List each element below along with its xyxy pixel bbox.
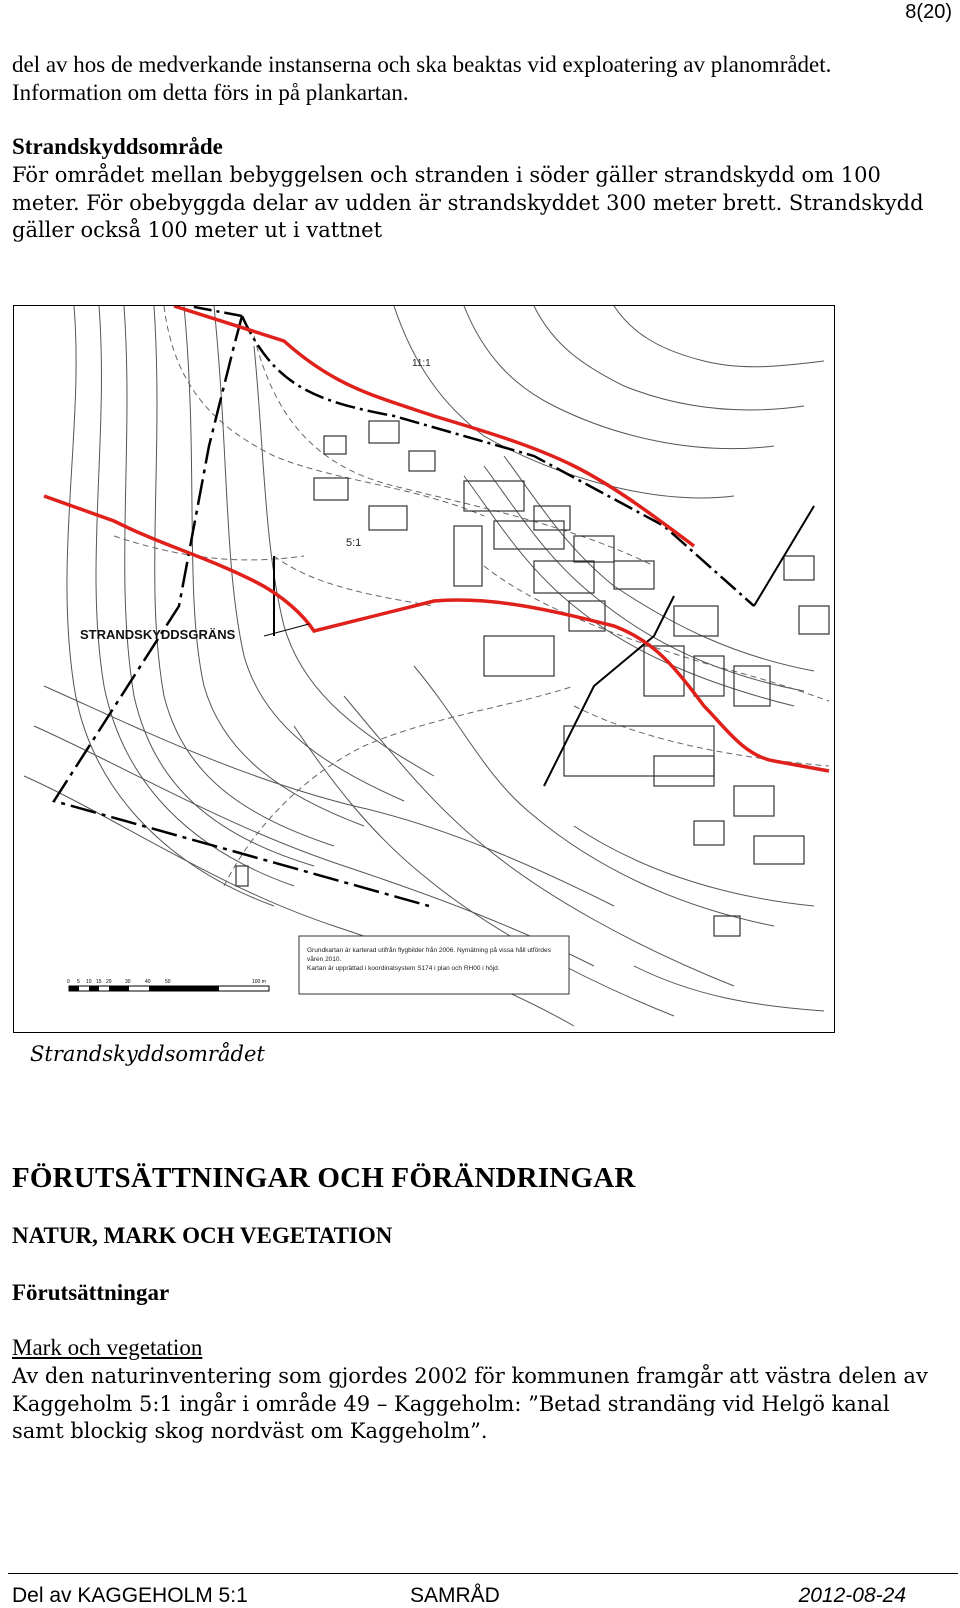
parcel-label-11-1: 11:1 [412, 358, 431, 369]
scale-tick-8: 100 m [252, 979, 266, 985]
section-heading: FÖRUTSÄTTNINGAR OCH FÖRÄNDRINGAR [12, 1162, 636, 1194]
legend-note-2: Kartan är upprättad i koordinatsystem S174 i plan och RH00 i höjd. [307, 965, 500, 972]
legend-note-1: Grundkartan är karterad utifrån flygbilder från 2006. Nymätning på vissa håll utfördes våren 2010. [307, 947, 551, 963]
scale-tick-4: 20 [106, 979, 112, 985]
footer-middle: SAMRÅD [410, 1584, 500, 1607]
scale-bar [67, 979, 269, 991]
footer-date: 2012-08-24 [798, 1584, 906, 1607]
section-subheading: NATUR, MARK OCH VEGETATION [12, 1223, 393, 1248]
intro-paragraph: del av hos de medverkande instanserna och ska beaktas vid exploatering av planområdet. Information om detta förs in på plankartan. [12, 52, 832, 105]
map-caption: Strandskyddsområdet [30, 1042, 265, 1066]
scale-tick-5: 30 [125, 979, 131, 985]
scale-tick-1: 5 [77, 979, 80, 985]
footer-divider [8, 1573, 958, 1574]
page-number: 8(20) [905, 1, 952, 23]
scale-tick-6: 40 [145, 979, 151, 985]
shore-protection-text: För området mellan bebyggelsen och stranden i söder gäller strandskydd om 100 meter. För obebyggda delar av udden är strandskyddet 300 meter brett. Strandskydd gäller också 100 meter ut i vattnet [12, 163, 924, 242]
scale-tick-7: 50 [165, 979, 171, 985]
map-drawing [14, 306, 834, 1032]
shore-protection-heading: Strandskyddsområde [12, 134, 223, 159]
parcel-label-5-1: 5:1 [346, 537, 362, 549]
footer-left: Del av KAGGEHOLM 5:1 [12, 1584, 248, 1607]
topic-heading: Mark och vegetation [12, 1335, 203, 1360]
scale-tick-2: 10 [86, 979, 92, 985]
buildings [236, 421, 829, 936]
scale-tick-0: 0 [67, 979, 70, 985]
vegetation-paragraph: Av den naturinventering som gjordes 2002 för kommunen framgår att västra delen av Kaggeholm 5:1 ingår i område 49 – Kaggeholm: ”Betad strandäng vid Helgö kanal samt blockig skog nordväst om Kaggeholm”. [12, 1364, 928, 1443]
map-legend [299, 936, 569, 994]
shore-boundary-label: STRANDSKYDDSGRÄNS [80, 627, 236, 642]
shore-protection-map [13, 305, 835, 1033]
shore-protection-boundary-line [44, 306, 829, 771]
scale-tick-3: 15 [96, 979, 102, 985]
section-subsubheading: Förutsättningar [12, 1280, 170, 1305]
